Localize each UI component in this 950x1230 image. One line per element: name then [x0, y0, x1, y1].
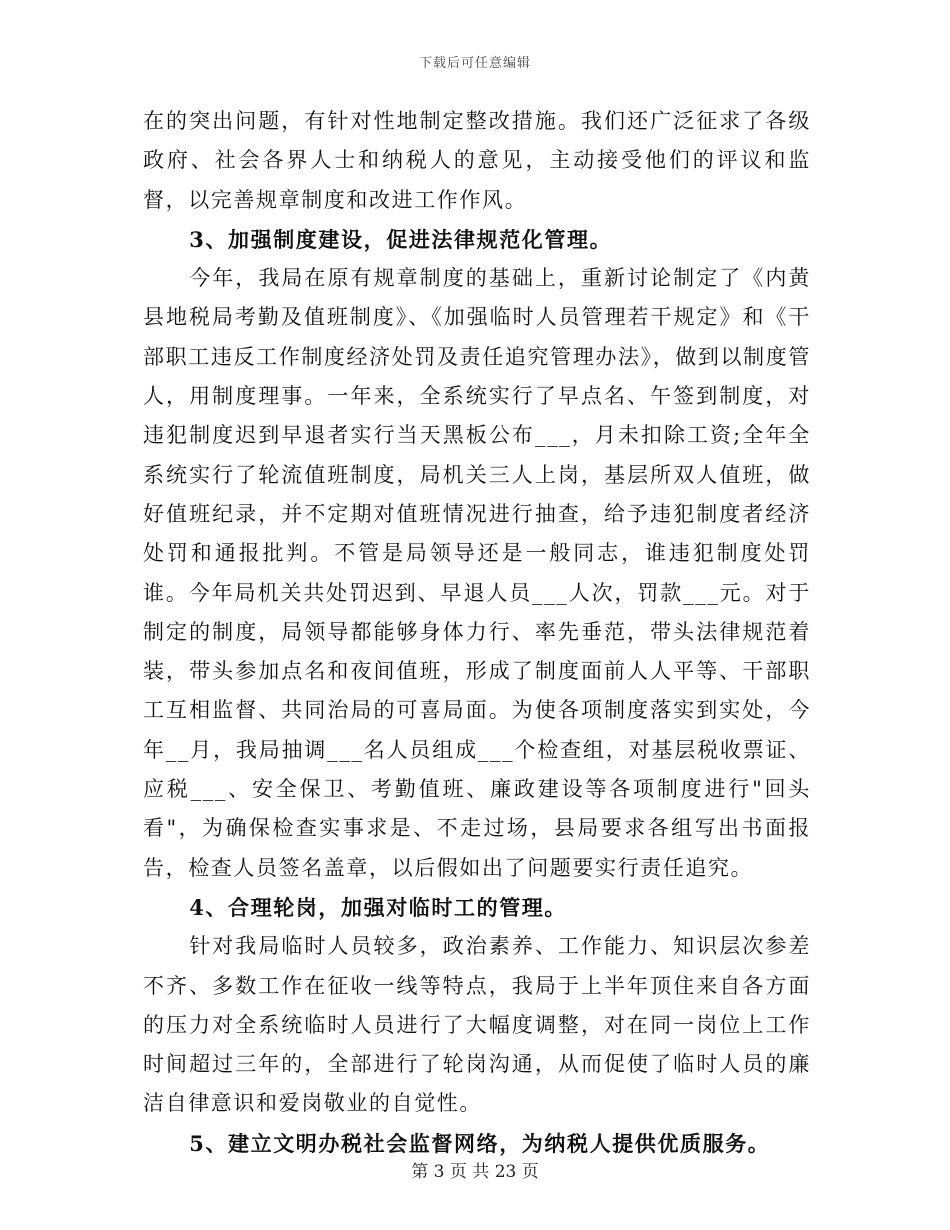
paragraph-system-building: 今年，我局在原有规章制度的基础上，重新讨论制定了《内黄县地税局考勤及值班制度》、《加强临时人员管理若干规定》和《干部职工违反工作制度经济处罚及责任追究管理办法》，做到以制度管人，用制度理事。一年来，全系统实行了早点名、午签到制度，对违犯制度迟到早退者实行当天黑板公布___，月未扣除工资;全年全系统实行了轮流值班制度，局机关三人上岗，基层所双人值班，做好值班纪录，并不定期对值班情况进行抽查，给予违犯制度者经济处罚和通报批判。不管是局领导还是一般同志，谁违犯制度处罚谁。今年局机关共处罚迟到、早退人员___人次，罚款___元。对于制定的制度，局领导都能够身体力行、率先垂范，带头法律规范着装，带头参加点名和夜间值班，形成了制度面前人人平等、干部职工互相监督、共同治局的可喜局面。为使各项制度落实到实处，今年__月，我局抽调___名人员组成___个检查组，对基层税收票证、应税___、安全保卫、考勤值班、廉政建设等各项制度进行"回头看"，为确保检查实事求是、不走过场，县局要求各组写出书面报告，检查人员签名盖章，以后假如出了问题要实行责任追究。: [143, 266, 811, 880]
section-heading-5: 5、建立文明办税社会监督网络，为纳税人提供优质服务。: [189, 1130, 771, 1156]
document-body: [143, 102, 811, 1163]
paragraph-temporary-staff: 针对我局临时人员较多，政治素养、工作能力、知识层次参差不齐、多数工作在征收一线等特点，我局于上半年顶住来自各方面的压力对全系统临时人员进行了大幅度调整，对在同一岗位上工作时间超过三年的，全部进行了轮岗沟通，从而促使了临时人员的廉洁自律意识和爱岗敬业的自觉性。: [143, 934, 811, 1116]
paragraph-continuation: 在的突出问题，有针对性地制定整改措施。我们还广泛征求了各级政府、社会各界人士和纳税人的意见，主动接受他们的评议和监督，以完善规章制度和改进工作作风。: [143, 109, 811, 212]
section-heading-3: 3、加强制度建设，促进法律规范化管理。: [189, 226, 613, 252]
page-number: 第 3 页 共 23 页: [411, 1162, 539, 1182]
section-heading-4: 4、合理轮岗，加强对临时工的管理。: [189, 894, 567, 920]
page-header: 下载后可任意编辑: [418, 56, 531, 71]
